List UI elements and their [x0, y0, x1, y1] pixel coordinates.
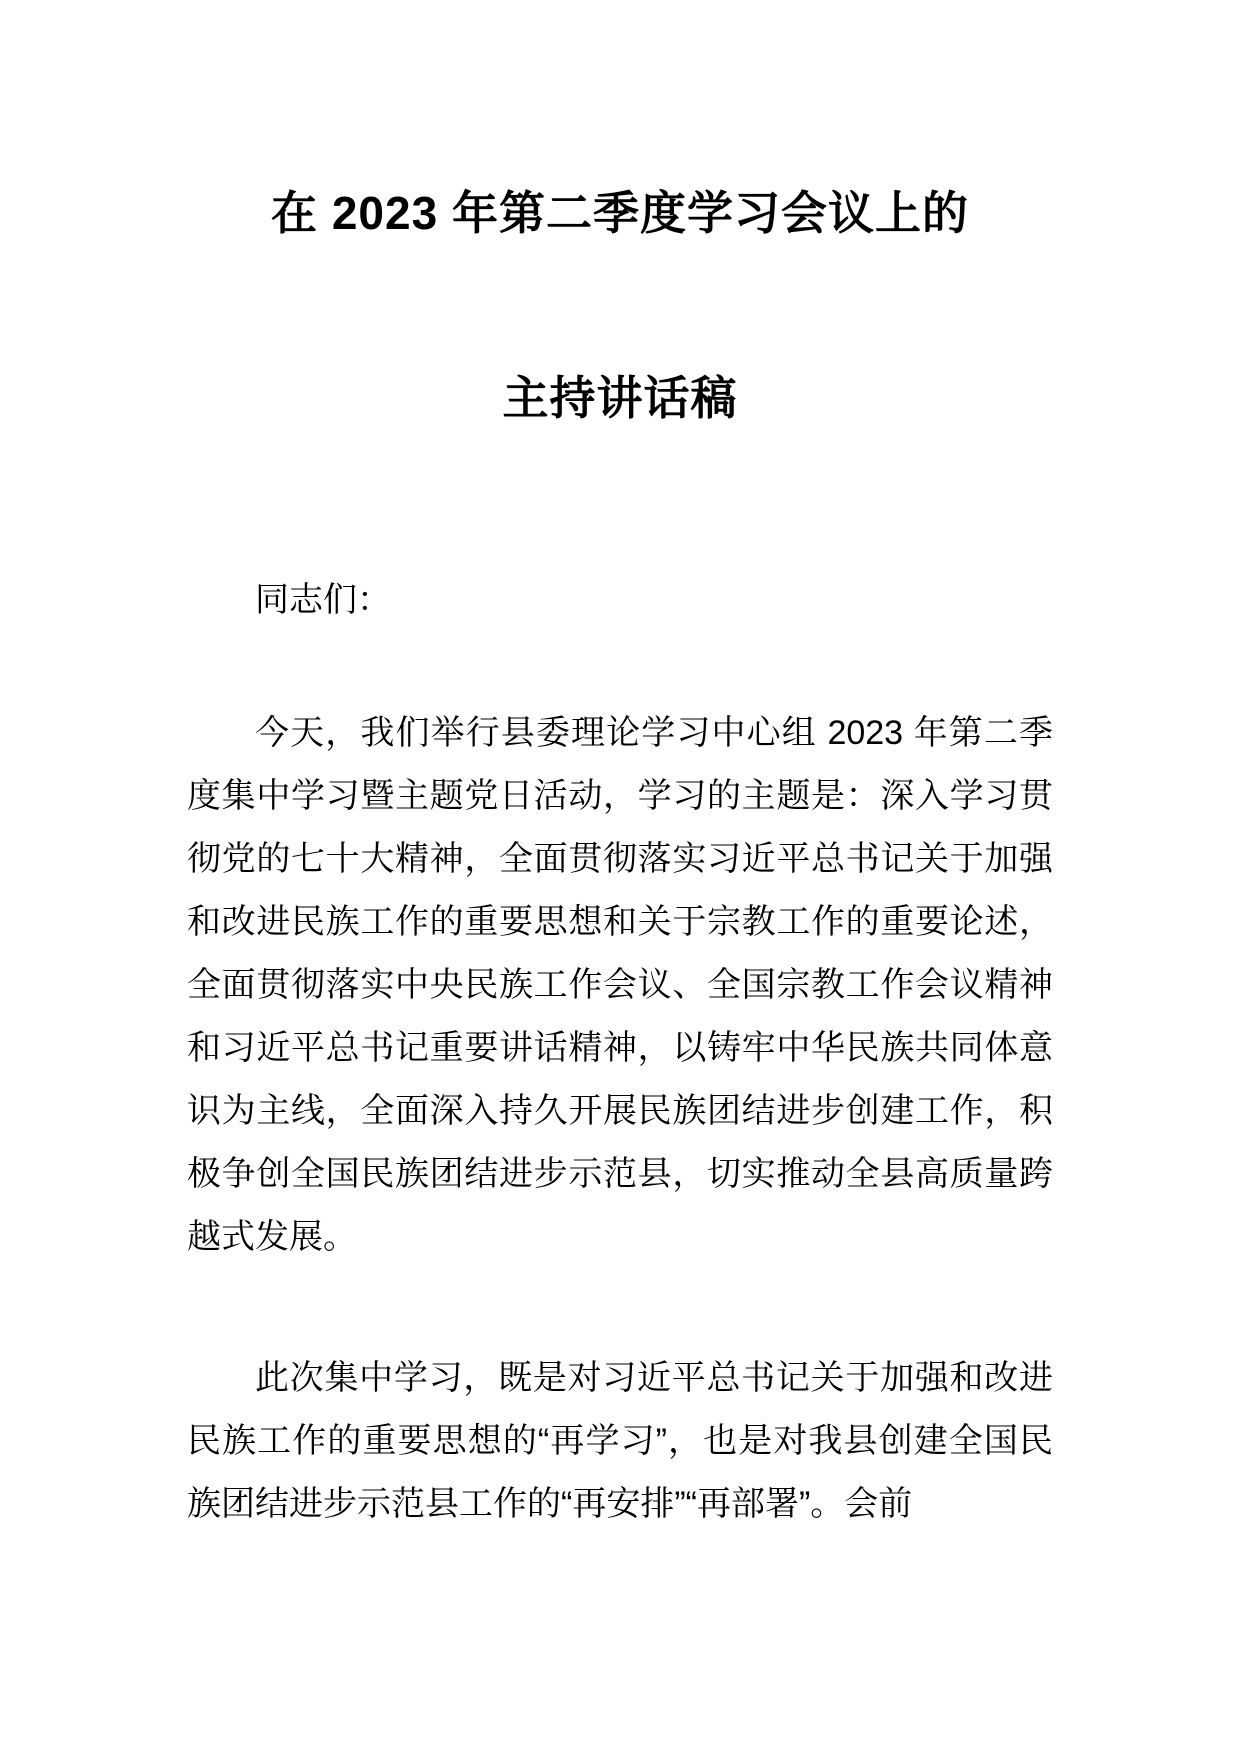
salutation: 同志们：	[255, 581, 391, 619]
document-title-line-2: 主持讲话稿	[502, 372, 738, 424]
paragraph-2: 此次集中学习，既是对习近平总书记关于加强和改进民族工作的重要思想的“再学习”，也是对我县创建全国民族团结进步示范县工作的“再安排”“再部署”。会前	[187, 1359, 1053, 1523]
document-title-line-1: 在 2023 年第二季度学习会议上的	[271, 187, 969, 239]
paragraph-1: 今天，我们举行县委理论学习中心组 2023 年第二季度集中学习暨主题党日活动，学习的主题是：深入学习贯彻党的七十大精神，全面贯彻落实习近平总书记关于加强和改进民族工作的重要思想和关于宗教工作的重要论述，全面贯彻落实中央民族工作会议、全国宗教工作会议精神和习近平总书记重要讲话精神，以铸牢中华民族共同体意识为主线，全面深入持久开展民族团结进步创建工作，积极争创全国民族团结进步示范县，切实推动全县高质量跨越式发展。	[187, 714, 1053, 1256]
